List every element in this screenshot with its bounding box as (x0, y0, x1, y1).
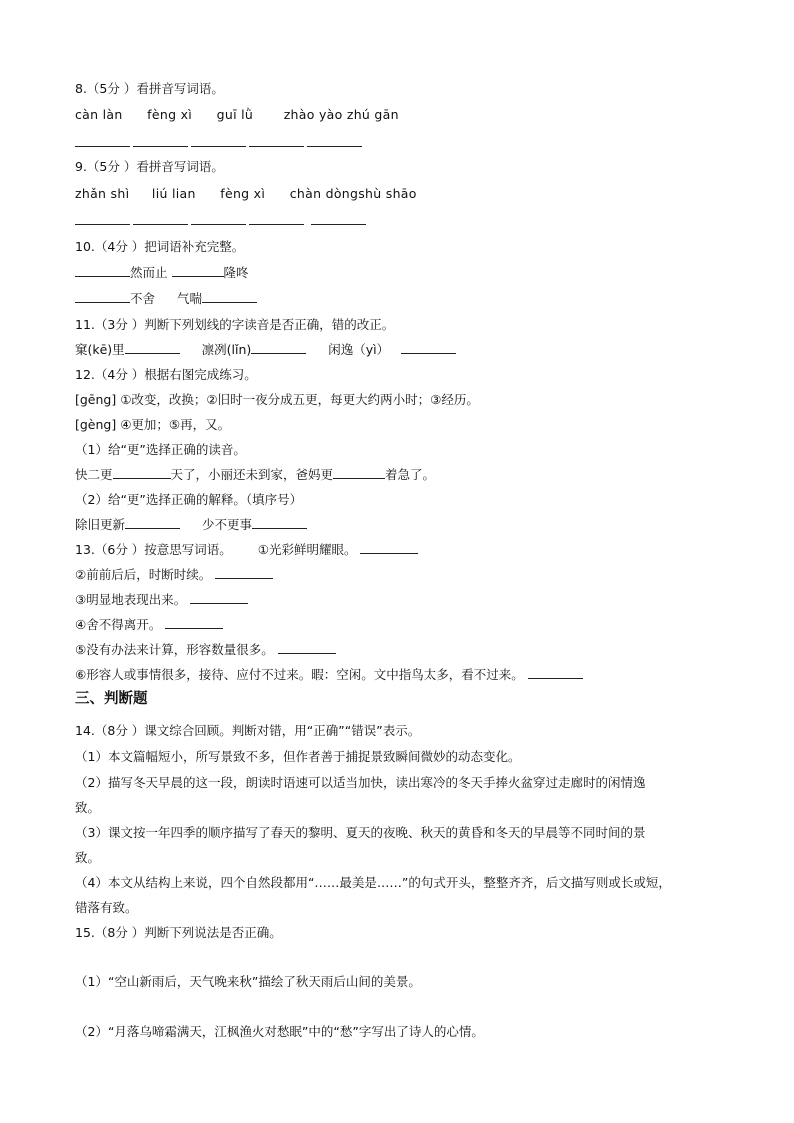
q12-sub1-text-a: 快二更 (75, 467, 113, 482)
q14-statement-4a: （4）本文从结构上来说，四个自然段都用“……最美是……”的句式开头，整整齐齐，后文描写则或长或短， (75, 875, 671, 890)
q13-row-5 (75, 641, 336, 659)
answer-blank[interactable] (125, 516, 180, 529)
q14-statement-1: （1）本文篇幅短小，所写景致不多，但作者善于捕捉景致瞬间微妙的动态变化。 (75, 749, 521, 764)
q14-statement-4b: 错落有致。 (75, 900, 138, 915)
q8-pinyin-3: guī lǜ (216, 107, 254, 122)
answer-blank[interactable] (191, 212, 246, 225)
q10-item-4: 气喘 (176, 291, 202, 306)
answer-blank[interactable] (202, 290, 257, 303)
q10-item-3: 不舍 (130, 291, 156, 306)
q9-pinyin-4: chàn dòng (289, 186, 359, 201)
q13-item-1: ①光彩鲜明耀眼。 (257, 542, 357, 557)
answer-blank[interactable] (249, 134, 304, 147)
q12-sub1-text-b: 天了，小丽还未到家，爸妈更 (170, 467, 334, 482)
answer-blank[interactable] (165, 616, 223, 629)
q11-row (75, 341, 456, 359)
q10-title: 10.（4分 ）把词语补充完整。 (75, 239, 245, 254)
q12-definition-2: [gèng] ④更加；⑤再，又。 (75, 417, 231, 432)
q12-title: 12.（4分 ）根据右图完成练习。 (75, 367, 257, 382)
q9-pinyin-1: zhǎn shì (75, 186, 130, 201)
q14-statement-2a: （2）描写冬天早晨的这一段，朗读时语速可以适当加快，读出寒冷的冬天手捧火盆穿过走廊时的闲情逸 (75, 775, 646, 790)
q8-answer-blanks (75, 134, 365, 152)
q8-pinyin-2: fèng xì (147, 107, 193, 122)
answer-blank[interactable] (190, 591, 248, 604)
q13-row-1 (75, 541, 418, 559)
q14-statement-3b: 致。 (75, 850, 101, 865)
q12-sub2-text-b: 少不更事 (201, 517, 252, 532)
answer-blank[interactable] (133, 212, 188, 225)
q8-pinyin-1: càn làn (75, 107, 123, 122)
q13-row-6 (75, 666, 583, 684)
q13-item-2: ②前前后后，时断时续。 (75, 567, 212, 582)
q12-sub1-text-c: 着急了。 (385, 467, 436, 482)
answer-blank[interactable] (333, 466, 385, 479)
q8-pinyin-row (75, 106, 399, 124)
q8-pinyin-4: zhào yào zhú gān (283, 107, 399, 122)
q11-title: 11.（3分 ）判断下列划线的字读音是否正确，错的改正。 (75, 317, 395, 332)
answer-blank[interactable] (401, 341, 456, 354)
q12-sub-2: （2）给“更”选择正确的解释。（填序号） (75, 492, 303, 507)
q12-sub-1-sentence (75, 466, 435, 484)
answer-blank[interactable] (113, 466, 171, 479)
answer-blank[interactable] (75, 212, 130, 225)
answer-blank[interactable] (307, 134, 362, 147)
q14-statement-3a: （3）课文按一年四季的顺序描写了春天的黎明、夏天的夜晚、秋天的黄昏和冬天的早晨等不同时间的景 (75, 825, 646, 840)
q9-pinyin-3: fèng xì (220, 186, 266, 201)
section-heading: 三、判断题 (75, 691, 148, 707)
answer-blank[interactable] (311, 212, 366, 225)
q10-row-2 (75, 290, 257, 308)
q11-item-3: 闲逸（yì） (328, 342, 390, 357)
answer-blank[interactable] (360, 541, 418, 554)
q14-statement-2b: 致。 (75, 800, 101, 815)
answer-blank[interactable] (528, 666, 583, 679)
q10-item-2: 隆咚 (223, 265, 249, 280)
q10-row-1 (75, 264, 249, 282)
answer-blank[interactable] (133, 134, 188, 147)
q9-pinyin-row (75, 185, 417, 203)
q13-item-4: ④舍不得离开。 (75, 617, 162, 632)
q12-sub-2-row (75, 516, 307, 534)
answer-blank[interactable] (252, 516, 307, 529)
q9-title: 9.（5分 ）看拼音写词语。 (75, 159, 224, 174)
q15-statement-2: （2）“月落乌啼霜满天，江枫渔火对愁眠”中的“愁”字写出了诗人的心情。 (75, 1024, 484, 1039)
q12-sub2-text-a: 除旧更新 (75, 517, 126, 532)
q14-title: 14.（8分 ）课文综合回顾。判断对错，用“正确”“错误”表示。 (75, 723, 421, 738)
q8-title: 8.（5分 ）看拼音写词语。 (75, 81, 224, 96)
answer-blank[interactable] (125, 341, 180, 354)
answer-blank[interactable] (249, 212, 304, 225)
answer-blank[interactable] (75, 134, 130, 147)
q11-item-1: 窠(kē)里 (75, 342, 125, 357)
q13-title: 13.（6分 ）按意思写词语。 (75, 542, 232, 557)
q15-title: 15.（8分 ）判断下列说法是否正确。 (75, 925, 282, 940)
q12-definition-1: [gēng] ①改变，改换；②旧时一夜分成五更，每更大约两小时；③经历。 (75, 392, 479, 407)
answer-blank[interactable] (278, 641, 336, 654)
q12-sub-1: （1）给“更”选择正确的读音。 (75, 442, 246, 457)
q13-item-3: ③明显地表现出来。 (75, 592, 187, 607)
q13-item-5: ⑤没有办法来计算，形容数量很多。 (75, 642, 274, 657)
q13-row-4 (75, 616, 223, 634)
answer-blank[interactable] (215, 566, 273, 579)
q9-answer-blanks (75, 212, 369, 230)
answer-blank[interactable] (75, 264, 130, 277)
q11-item-2: 凛冽(lǐn) (201, 342, 252, 357)
q13-item-6: ⑥形容人或事情很多，接待、应付不过来。暇：空闲。文中指鸟太多，看不过来。 (75, 667, 524, 682)
answer-blank[interactable] (172, 264, 224, 277)
answer-blank[interactable] (251, 341, 306, 354)
q10-item-1: 然而止 (130, 265, 168, 280)
q13-row-2 (75, 566, 273, 584)
q9-pinyin-5: shù shāo (358, 186, 417, 201)
q9-pinyin-2: liú lian (151, 186, 196, 201)
q15-statement-1: （1）“空山新雨后，天气晚来秋”描绘了秋天雨后山间的美景。 (75, 974, 421, 989)
q13-row-3 (75, 591, 248, 609)
answer-blank[interactable] (75, 290, 130, 303)
answer-blank[interactable] (191, 134, 246, 147)
